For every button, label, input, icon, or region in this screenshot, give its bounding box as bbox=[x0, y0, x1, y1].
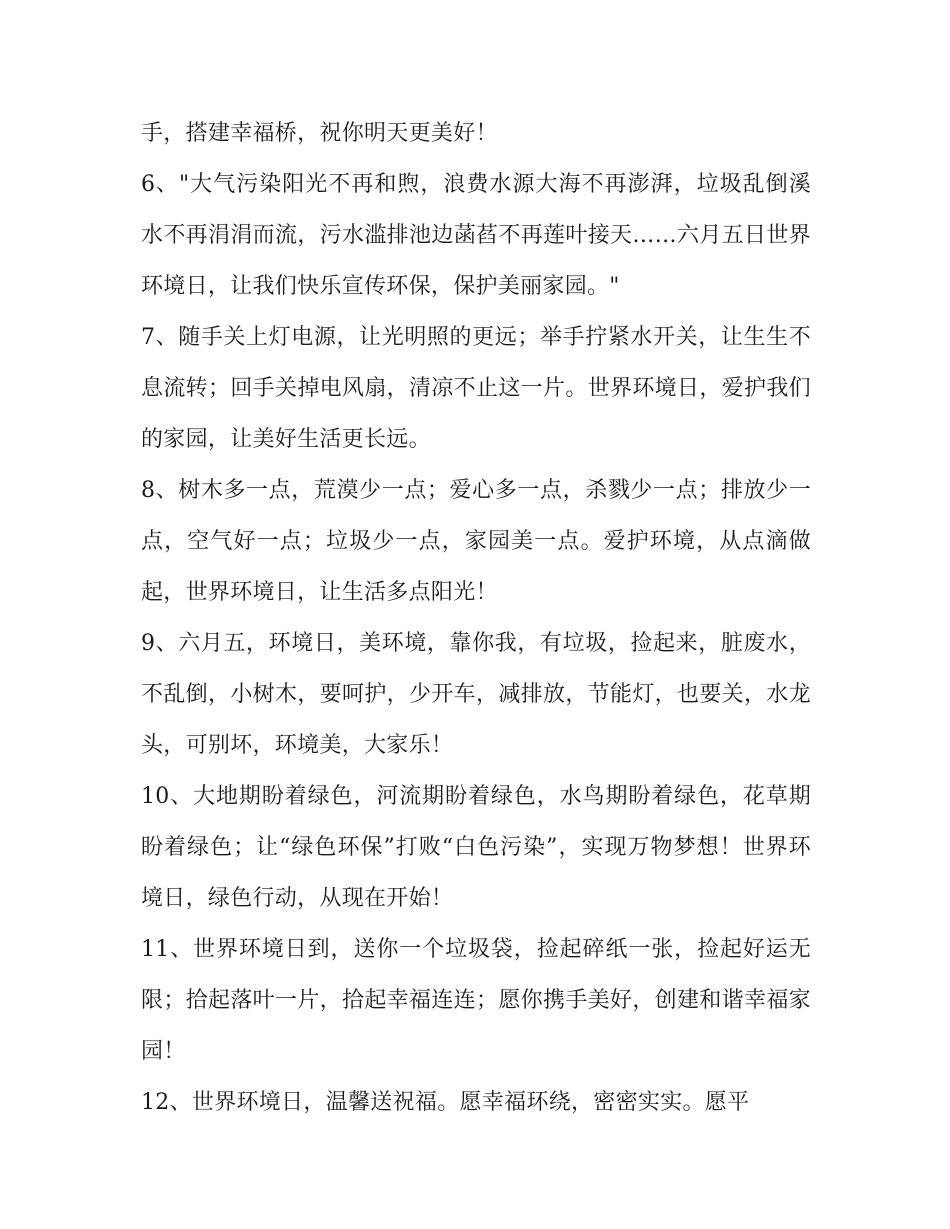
paragraph-continuation: 手，搭建幸福桥，祝你明天更美好！ bbox=[141, 121, 498, 146]
paragraph-item-12: 12、世界环境日，温馨送祝福。愿幸福环绕，密密实实。愿平 bbox=[141, 1090, 750, 1115]
paragraph-item-7: 7、随手关上灯电源，让光明照的更远；举手拧紧水开关，让生生不息流转；回手关掉电风扇，清凉不止这一片。世界环境日，爱护我们的家园，让美好生活更长远。 bbox=[141, 325, 811, 452]
paragraph-item-9: 9、六月五，环境日，美环境，靠你我，有垃圾，捡起来，脏废水，不乱倒，小树木，要呵护，少开车，减排放，节能灯，也要关，水龙头，可别坏，环境美，大家乐！ bbox=[141, 631, 811, 758]
paragraph-item-11: 11、世界环境日到，送你一个垃圾袋，捡起碎纸一张，捡起好运无限；拾起落叶一片，拾起幸福连连；愿你携手美好，创建和谐幸福家园！ bbox=[141, 937, 811, 1064]
paragraph-item-10: 10、大地期盼着绿色，河流期盼着绿色，水鸟期盼着绿色，花草期盼着绿色；让“绿色环保”打败“白色污染”，实现万物梦想！世界环境日，绿色行动，从现在开始！ bbox=[141, 784, 811, 911]
paragraph-item-6: 6、"大气污染阳光不再和煦，浪费水源大海不再澎湃，垃圾乱倒溪水不再涓涓而流，污水滥排池边菡萏不再莲叶接天……六月五日世界环境日，让我们快乐宣传环保，保护美丽家园。" bbox=[141, 172, 811, 299]
document-body bbox=[141, 108, 811, 1128]
paragraph-item-8: 8、树木多一点，荒漠少一点；爱心多一点，杀戮少一点；排放少一点，空气好一点；垃圾少一点，家园美一点。爱护环境，从点滴做起，世界环境日，让生活多点阳光！ bbox=[141, 478, 811, 605]
